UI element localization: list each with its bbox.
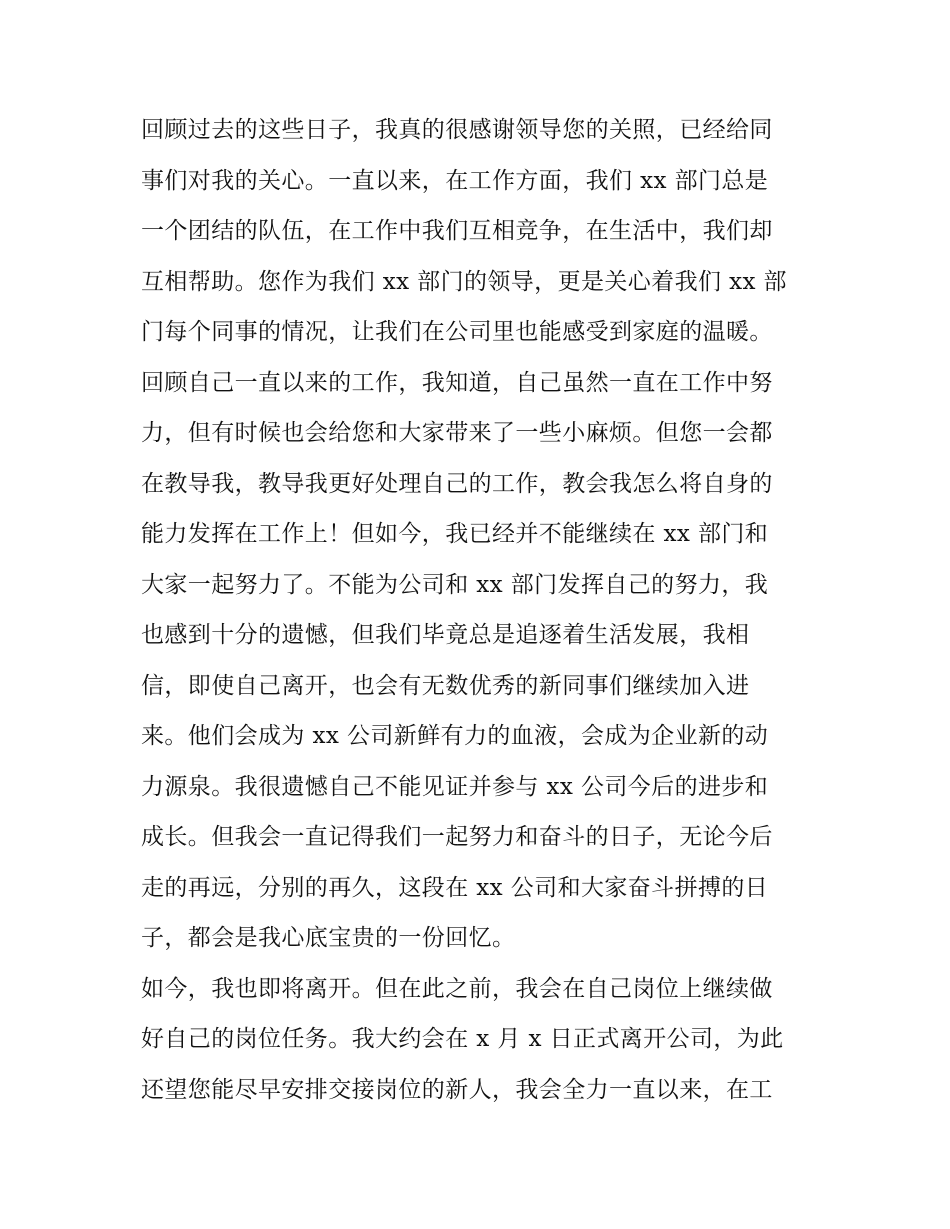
text-line: 成长。但我会一直记得我们一起努力和奋斗的日子，无论今后 — [141, 824, 773, 850]
text-line: 回顾过去的这些日子，我真的很感谢领导您的关照，已经给同 — [141, 117, 773, 143]
text-line: 子，都会是我心底宝贵的一份回忆。 — [141, 925, 516, 951]
text-line: 信，即使自己离开，也会有无数优秀的新同事们继续加入进 — [141, 672, 750, 699]
text-line: 力，但有时候也会给您和大家带来了一些小麻烦。但您一会都 — [141, 420, 773, 446]
text-line: 也感到十分的遗憾，但我们毕竟总是追逐着生活发展，我相 — [141, 622, 750, 648]
text-line: 一个团结的队伍，在工作中我们互相竞争，在生活中，我们却 — [141, 218, 773, 244]
text-line: 大家一起努力了。不能为公司和 xx 部门发挥自己的努力，我 — [141, 571, 769, 598]
text-line: 事们对我的关心。一直以来，在工作方面，我们 xx 部门总是 — [141, 167, 769, 194]
text-line: 如今，我也即将离开。但在此之前，我会在自己岗位上继续做 — [141, 975, 773, 1002]
text-line: 门每个同事的情况，让我们在公司里也能感受到家庭的温暖。 — [141, 319, 773, 345]
text-line: 好自己的岗位任务。我大约会在 x 月 x 日正式离开公司，为此 — [141, 1026, 784, 1052]
text-line: 来。他们会成为 xx 公司新鲜有力的血液，会成为企业新的动 — [141, 723, 769, 749]
body-text — [141, 105, 821, 1115]
text-line: 回顾自己一直以来的工作，我知道，自己虽然一直在工作中努 — [141, 369, 773, 396]
text-line: 力源泉。我很遗憾自己不能见证并参与 xx 公司今后的进步和 — [141, 773, 769, 800]
text-line: 互相帮助。您作为我们 xx 部门的领导，更是关心着我们 xx 部 — [141, 268, 787, 295]
text-line: 走的再远，分别的再久，这段在 xx 公司和大家奋斗拼搏的日 — [141, 874, 769, 901]
text-line: 在教导我，教导我更好处理自己的工作，教会我怎么将自身的 — [141, 470, 773, 497]
text-line: 能力发挥在工作上！但如今，我已经并不能继续在 xx 部门和 — [141, 521, 769, 547]
text-line: 还望您能尽早安排交接岗位的新人，我会全力一直以来，在工 — [141, 1076, 773, 1103]
